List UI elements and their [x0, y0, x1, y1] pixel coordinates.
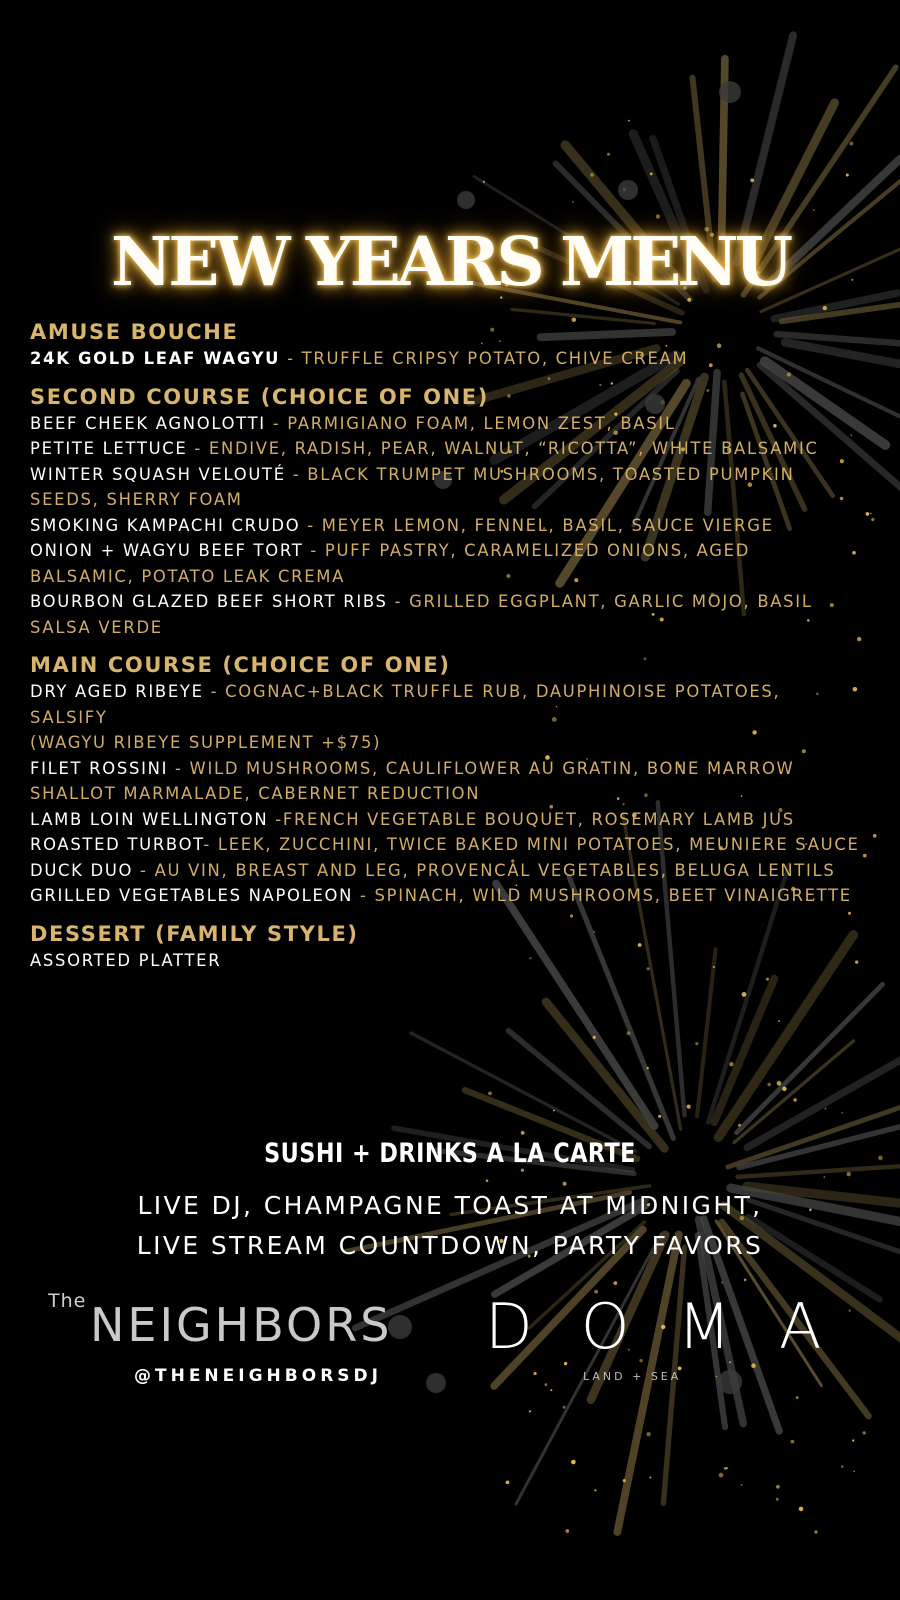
- section-title: SECOND COURSE (CHOICE OF ONE): [30, 384, 489, 409]
- sparkle-dot: [695, 1042, 698, 1045]
- sparkle-dot: [873, 834, 877, 838]
- menu-item: ONION + WAGYU BEEF TORT - PUFF PASTRY, CARAMELIZED ONIONS, AGED BALSAMIC, POTATO LEAK CREMA: [30, 541, 751, 586]
- section-second-course: [30, 383, 860, 641]
- section-main-course: [30, 651, 860, 909]
- sparkle-dot: [777, 1081, 782, 1086]
- sparkle-dot: [590, 173, 594, 177]
- sparkle-dot: [791, 1440, 795, 1444]
- sparkle-dot: [553, 1110, 555, 1112]
- menu-item: DRY AGED RIBEYE - COGNAC+BLACK TRUFFLE RUB, DAUPHINOISE POTATOES, SALSIFY: [30, 682, 781, 727]
- menu-item: DUCK DUO - AU VIN, BREAST AND LEG, PROVENCAL VEGETABLES, BELUGA LENTILS: [30, 860, 836, 880]
- sparkle-dot: [863, 1431, 866, 1434]
- sparkle-dot: [534, 1372, 537, 1375]
- menu-item: GRILLED VEGETABLES NAPOLEON - SPINACH, WILD MUSHROOMS, BEET VINAIGRETTE: [30, 886, 852, 905]
- sparkle-dot: [776, 1498, 779, 1501]
- sparkle-dot: [742, 992, 747, 997]
- firework-ray: [747, 1010, 900, 1147]
- sparkle-dot: [656, 214, 660, 218]
- sparkle-dot: [488, 1092, 492, 1096]
- dessert-item: ASSORTED PLATTER: [30, 950, 222, 970]
- sparkle-dot: [593, 1036, 596, 1039]
- sparkle-dot: [486, 1179, 489, 1182]
- bokeh-dot: [426, 1373, 446, 1393]
- menu-body: [30, 318, 860, 984]
- sparkle-dot: [866, 512, 870, 516]
- menu-item: BOURBON GLAZED BEEF SHORT RIBS - GRILLED EGGPLANT, GARLIC MOJO, BASIL SALSA VERDE: [30, 592, 813, 637]
- sparkle-dot: [852, 1439, 854, 1441]
- menu-item: ROASTED TURBOT- LEEK, ZUCCHINI, TWICE BAKED MINI POTATOES, MEUNIERE SAUCE: [30, 835, 860, 854]
- sparkle-dot: [623, 1479, 626, 1482]
- sparkle-dot: [563, 1406, 566, 1409]
- sparkle-dot: [627, 1031, 631, 1035]
- menu-item: WINTER SQUASH VELOUTÉ - BLACK TRUMPET MUSHROOMS, TOASTED PUMPKIN SEEDS, SHERRY FOAM: [30, 464, 795, 509]
- sparkle-dot: [607, 153, 610, 156]
- sparkle-dot: [729, 1062, 733, 1066]
- sparkle-dot: [847, 1172, 851, 1176]
- section-amuse-bouche: [30, 318, 860, 372]
- sparkle-dot: [647, 1067, 649, 1069]
- bokeh-dot: [718, 1370, 742, 1394]
- sparkle-dot: [529, 1410, 531, 1412]
- sparkle-dot: [571, 1460, 576, 1465]
- menu-item: BEEF CHEEK AGNOLOTTI - PARMIGIANO FOAM, LEMON ZEST, BASIL: [30, 413, 676, 433]
- neighbors-handle: @THENEIGHBORSDJ: [134, 1366, 382, 1386]
- sparkle-dot: [721, 1282, 723, 1284]
- menu-item-supplement: (WAGYU RIBEYE SUPPLEMENT +$75): [30, 733, 382, 752]
- sparkle-dot: [870, 513, 872, 515]
- menu-item: 24K GOLD LEAF WAGYU - TRUFFLE CRIPSY POTATO, CHIVE CREAM: [30, 349, 689, 368]
- sparkle-dot: [687, 1105, 691, 1109]
- sparkle-dot: [646, 1432, 650, 1436]
- sparkle-dot: [649, 1477, 651, 1479]
- sparkle-dot: [853, 1471, 855, 1473]
- sparkle-dot: [841, 1112, 843, 1114]
- sparkle-dot: [572, 201, 574, 203]
- neighbors-logo-the: The: [48, 1290, 87, 1312]
- sparkle-dot: [778, 1020, 780, 1022]
- sparkle-dot: [650, 173, 653, 176]
- sparkle-dot: [813, 209, 815, 211]
- sparkle-dot: [521, 1131, 525, 1135]
- sparkle-dot: [823, 306, 827, 310]
- extras-line: LIVE STREAM COUNTDOWN, PARTY FAVORS: [136, 1231, 764, 1260]
- sparkle-dot: [724, 1467, 727, 1470]
- bokeh-dot: [457, 191, 475, 209]
- sparkle-dot: [750, 178, 754, 182]
- sparkle-dot: [628, 120, 630, 122]
- sparkle-dot: [814, 1530, 818, 1534]
- sparkle-dot: [793, 1098, 797, 1102]
- sparkle-dot: [799, 1507, 804, 1512]
- section-title: MAIN COURSE (CHOICE OF ONE): [30, 653, 451, 677]
- section-dessert: [30, 920, 860, 974]
- sparkle-dot: [776, 1485, 780, 1489]
- sushi-drinks-line: SUSHI + DRINKS A LA CARTE: [264, 1138, 636, 1169]
- sparkle-dot: [565, 1529, 569, 1533]
- menu-item: PETITE LETTUCE - ENDIVE, RADISH, PEAR, WALNUT, “RICOTTA”, WHITE BALSAMIC: [30, 439, 819, 458]
- sparkle-dot: [483, 181, 485, 183]
- menu-title: NEW YEARS MENU: [110, 222, 790, 301]
- sparkle-dot: [545, 1383, 548, 1386]
- section-title: AMUSE BOUCHE: [30, 320, 239, 344]
- sparkle-dot: [658, 1115, 661, 1118]
- sparkle-dot: [751, 1363, 756, 1368]
- sparkle-dot: [716, 1376, 718, 1378]
- menu-item: LAMB LOIN WELLINGTON -FRENCH VEGETABLE BOUQUET, ROSEMARY LAMB JUS: [30, 809, 795, 829]
- menu-item: SMOKING KAMPACHI CRUDO - MEYER LEMON, FENNEL, BASIL, SAUCE VIERGE: [30, 515, 774, 535]
- sparkle-dot: [841, 1465, 843, 1467]
- sparkle-dot: [782, 1087, 786, 1091]
- sparkle-dot: [521, 1169, 524, 1172]
- sparkle-dot: [824, 1176, 826, 1178]
- extras-line: LIVE DJ, CHAMPAGNE TOAST AT MIDNIGHT,: [137, 1191, 763, 1220]
- sparkle-dot: [871, 518, 874, 521]
- sparkle-dot: [825, 1108, 827, 1110]
- sparkle-dot: [550, 1389, 552, 1391]
- sparkle-dot: [863, 854, 867, 858]
- bokeh-dot: [618, 180, 638, 200]
- sparkle-dot: [741, 1484, 743, 1486]
- sparkle-dot: [506, 1481, 510, 1485]
- doma-tagline: LAND + SEA: [583, 1370, 682, 1383]
- sparkle-dot: [738, 1124, 741, 1127]
- neighbors-logo: NEIGHBORS: [90, 1298, 393, 1352]
- sparkle-dot: [594, 1489, 596, 1491]
- doma-logo: DOMA: [485, 1290, 870, 1363]
- section-title: DESSERT (FAMILY STYLE): [30, 921, 359, 946]
- sparkle-dot: [719, 1473, 724, 1478]
- event-extras: [0, 1186, 900, 1266]
- sparkle-dot: [846, 174, 849, 177]
- sparkle-dot: [744, 1279, 747, 1282]
- sparkle-dot: [613, 1281, 617, 1285]
- menu-item: FILET ROSSINI - WILD MUSHROOMS, CAULIFLOWER AU GRATIN, BONE MARROW SHALLOT MARMALADE, CABERNET REDUCTION: [30, 758, 795, 803]
- sparkle-dot: [767, 1083, 771, 1087]
- bokeh-dot: [719, 81, 741, 103]
- sparkle-dot: [878, 1156, 883, 1161]
- sparkle-dot: [796, 1396, 799, 1399]
- sparkle-dot: [849, 142, 853, 146]
